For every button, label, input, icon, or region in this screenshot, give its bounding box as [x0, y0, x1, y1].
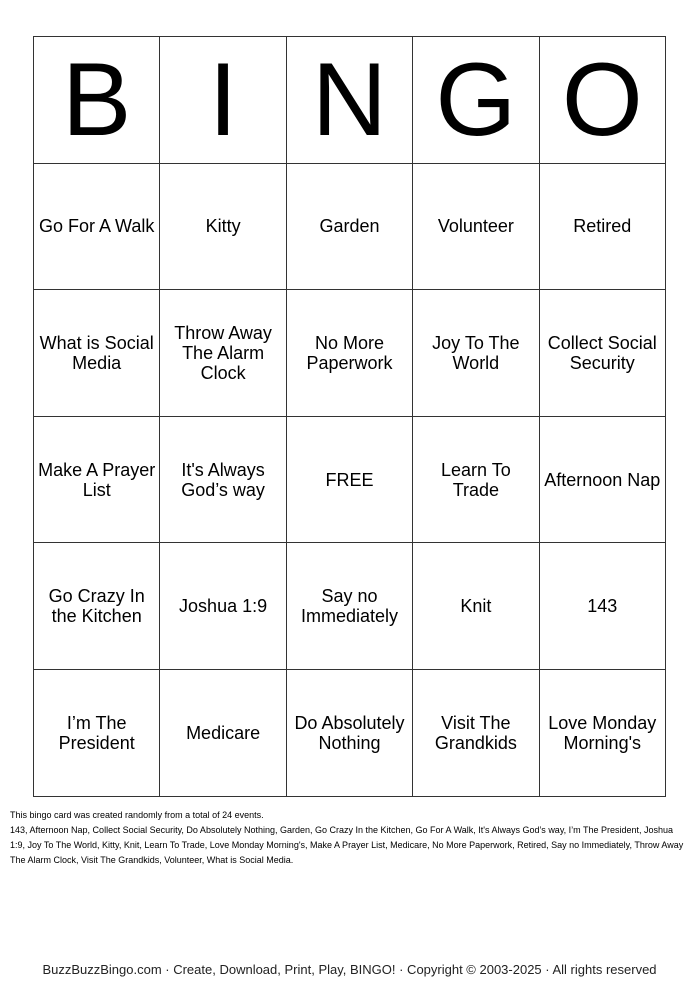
card-cell: Retired [539, 163, 665, 290]
card-row [34, 290, 666, 417]
card-cell: I’m The President [34, 669, 160, 796]
card-cell: What is Social Media [34, 290, 160, 417]
card-cell: 143 [539, 543, 665, 670]
card-cell: Visit The Grandkids [413, 669, 539, 796]
card-row [34, 669, 666, 796]
footer-text: BuzzBuzzBingo.com · Create, Download, Print, Play, BINGO! · Copyright © 2003-2025 · All rights reserved [42, 962, 657, 977]
card-cell: Learn To Trade [413, 416, 539, 543]
header-letter-i: I [160, 37, 286, 164]
card-cell: Make A Prayer List [34, 416, 160, 543]
card-cell: Volunteer [413, 163, 539, 290]
header-letter-b: B [34, 37, 160, 164]
header-row [34, 37, 666, 164]
card-cell: Throw Away The Alarm Clock [160, 290, 286, 417]
card-cell: Do Absolutely Nothing [286, 669, 412, 796]
card-cell: Kitty [160, 163, 286, 290]
free-space-cell: FREE [286, 416, 412, 543]
bingo-card [33, 36, 666, 797]
header-letter-n: N [286, 37, 412, 164]
header-letter-g: G [413, 37, 539, 164]
card-cell: Collect Social Security [539, 290, 665, 417]
card-cell: Joshua 1:9 [160, 543, 286, 670]
card-row [34, 416, 666, 543]
header-letter-o: O [539, 37, 665, 164]
card-cell: It's Always God’s way [160, 416, 286, 543]
card-cell: Garden [286, 163, 412, 290]
card-cell: Love Monday Morning's [539, 669, 665, 796]
card-cell: Medicare [160, 669, 286, 796]
card-cell: Go For A Walk [34, 163, 160, 290]
card-cell: No More Paperwork [286, 290, 412, 417]
note-summary: This bingo card was created randomly from a total of 24 events. [10, 810, 264, 820]
card-cell: Say no Immediately [286, 543, 412, 670]
card-note [10, 808, 690, 868]
card-row [34, 163, 666, 290]
card-cell: Go Crazy In the Kitchen [34, 543, 160, 670]
card-cell: Knit [413, 543, 539, 670]
card-cell: Joy To The World [413, 290, 539, 417]
note-event-list: 143, Afternoon Nap, Collect Social Security, Do Absolutely Nothing, Garden, Go Crazy In the Kitchen, Go For A Walk, It's Always God’s way, I’m The President, Joshua 1:9, Joy To The World, Kitty, Knit, Learn To Trade, Love Monday Morning's, Make A Prayer List, Medicare, No More Paperwork, Retired, Say no Immediately, Throw Away The Alarm Clock, Visit The Grandkids, Volunteer, What is Social Media. [10, 825, 684, 865]
card-row [34, 543, 666, 670]
card-cell: Afternoon Nap [539, 416, 665, 543]
